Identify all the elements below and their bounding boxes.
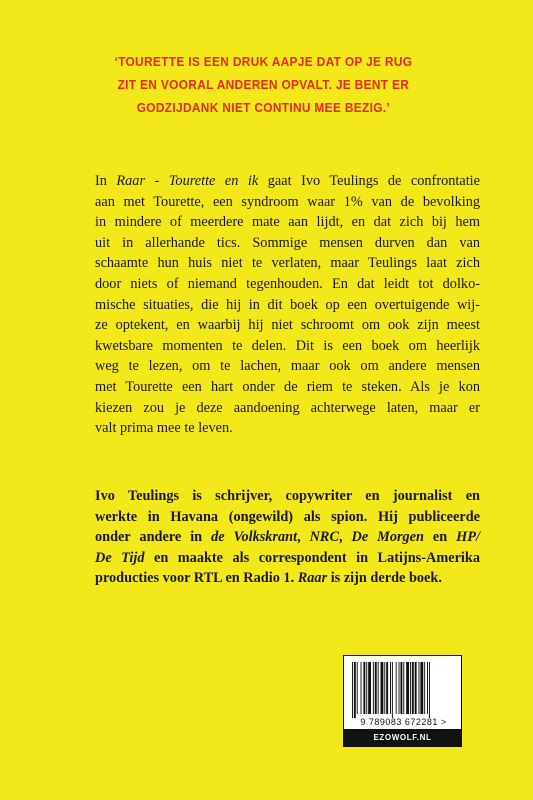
blurb-line: weg te lezen, om te lachen, maar ook om andere mensen: [95, 358, 480, 375]
bio-text: ,: [338, 529, 352, 546]
publisher-label: EZOWOLF.NL: [344, 729, 461, 746]
blurb-line: met Tourette een hart onder de riem te steken. Als je kon: [95, 378, 480, 395]
bio-text: ,: [297, 529, 310, 546]
blurb-line: schaamte hun huis niet te verlaten, maar Teulings laat zich: [95, 255, 480, 272]
bio-text: en maakte als correspondent in Latijns-Amerika: [144, 549, 480, 566]
publication-name: De Tijd: [95, 549, 145, 566]
bio-line-2: werkte in Havana (ongewild) als spion. Hij publiceerde: [95, 508, 480, 525]
book-title: Raar: [297, 570, 328, 587]
bio-text: is zijn derde boek.: [327, 570, 442, 587]
publication-name: HP/: [456, 529, 480, 546]
isbn-barcode: [343, 655, 462, 747]
bio-text: producties voor RTL en Radio 1.: [95, 570, 298, 587]
blurb-line: valt prima mee te leven.: [95, 420, 233, 437]
blurb-line: mische situaties, die hij in dit boek op een overtuigende wij-: [95, 296, 480, 313]
blurb-line: door niets of niemand tegenhouden. En dat leidt tot dolko-: [95, 275, 480, 292]
publication-name: de Volkskrant: [211, 529, 298, 546]
blurb-line: aan met Tourette, een syndroom waar 1% van de bevolking: [95, 193, 480, 210]
quote-line-2: ZIT EN VOORAL ANDEREN OPVALT. JE BENT ER: [117, 77, 410, 92]
blurb-line: ze optekent, en waarbij hij niet schroomt om ook zijn meest: [95, 317, 480, 334]
author-bio: [95, 486, 480, 589]
publication-name: NRC: [309, 529, 339, 546]
pull-quote: [96, 50, 431, 119]
bio-line-1: Ivo Teulings is schrijver, copywriter en journalist en: [95, 488, 480, 504]
isbn-number: 9 789083 672281 >: [360, 717, 447, 727]
bio-line-5: [95, 568, 480, 589]
bio-text: en: [423, 529, 457, 546]
blurb-line: uit in allerhande tics. Sommige mensen durven dan van: [95, 234, 480, 251]
quote-line-3: GODZIJDANK NIET CONTINU MEE BEZIG.’: [136, 100, 391, 115]
blurb-line: kwetsbare momenten te delen. Dit is een boek om heerlijk: [95, 337, 480, 354]
bio-line-3: [95, 527, 480, 548]
publication-name: De Morgen: [351, 529, 424, 546]
quote-line-1: ‘TOURETTE IS EEN DRUK AAPJE DAT OP JE RUG: [114, 54, 413, 69]
book-blurb: [95, 171, 480, 439]
blurb-line-1: [95, 171, 480, 192]
bio-line-4: [95, 548, 480, 569]
bio-text: onder andere in: [95, 529, 212, 546]
barcode-bars: [352, 662, 455, 718]
blurb-line: in mindere of meerdere mate aan lijdt, en dat zich bij hem: [95, 214, 480, 231]
blurb-line: kiezen zou je deze aandoening achterwege laten, maar er: [95, 399, 480, 416]
blurb-line-1-pre: In: [95, 173, 117, 189]
book-title: Raar - Tourette en ik: [116, 173, 259, 189]
blurb-line-1-post: gaat Ivo Teulings de confrontatie: [258, 173, 480, 189]
